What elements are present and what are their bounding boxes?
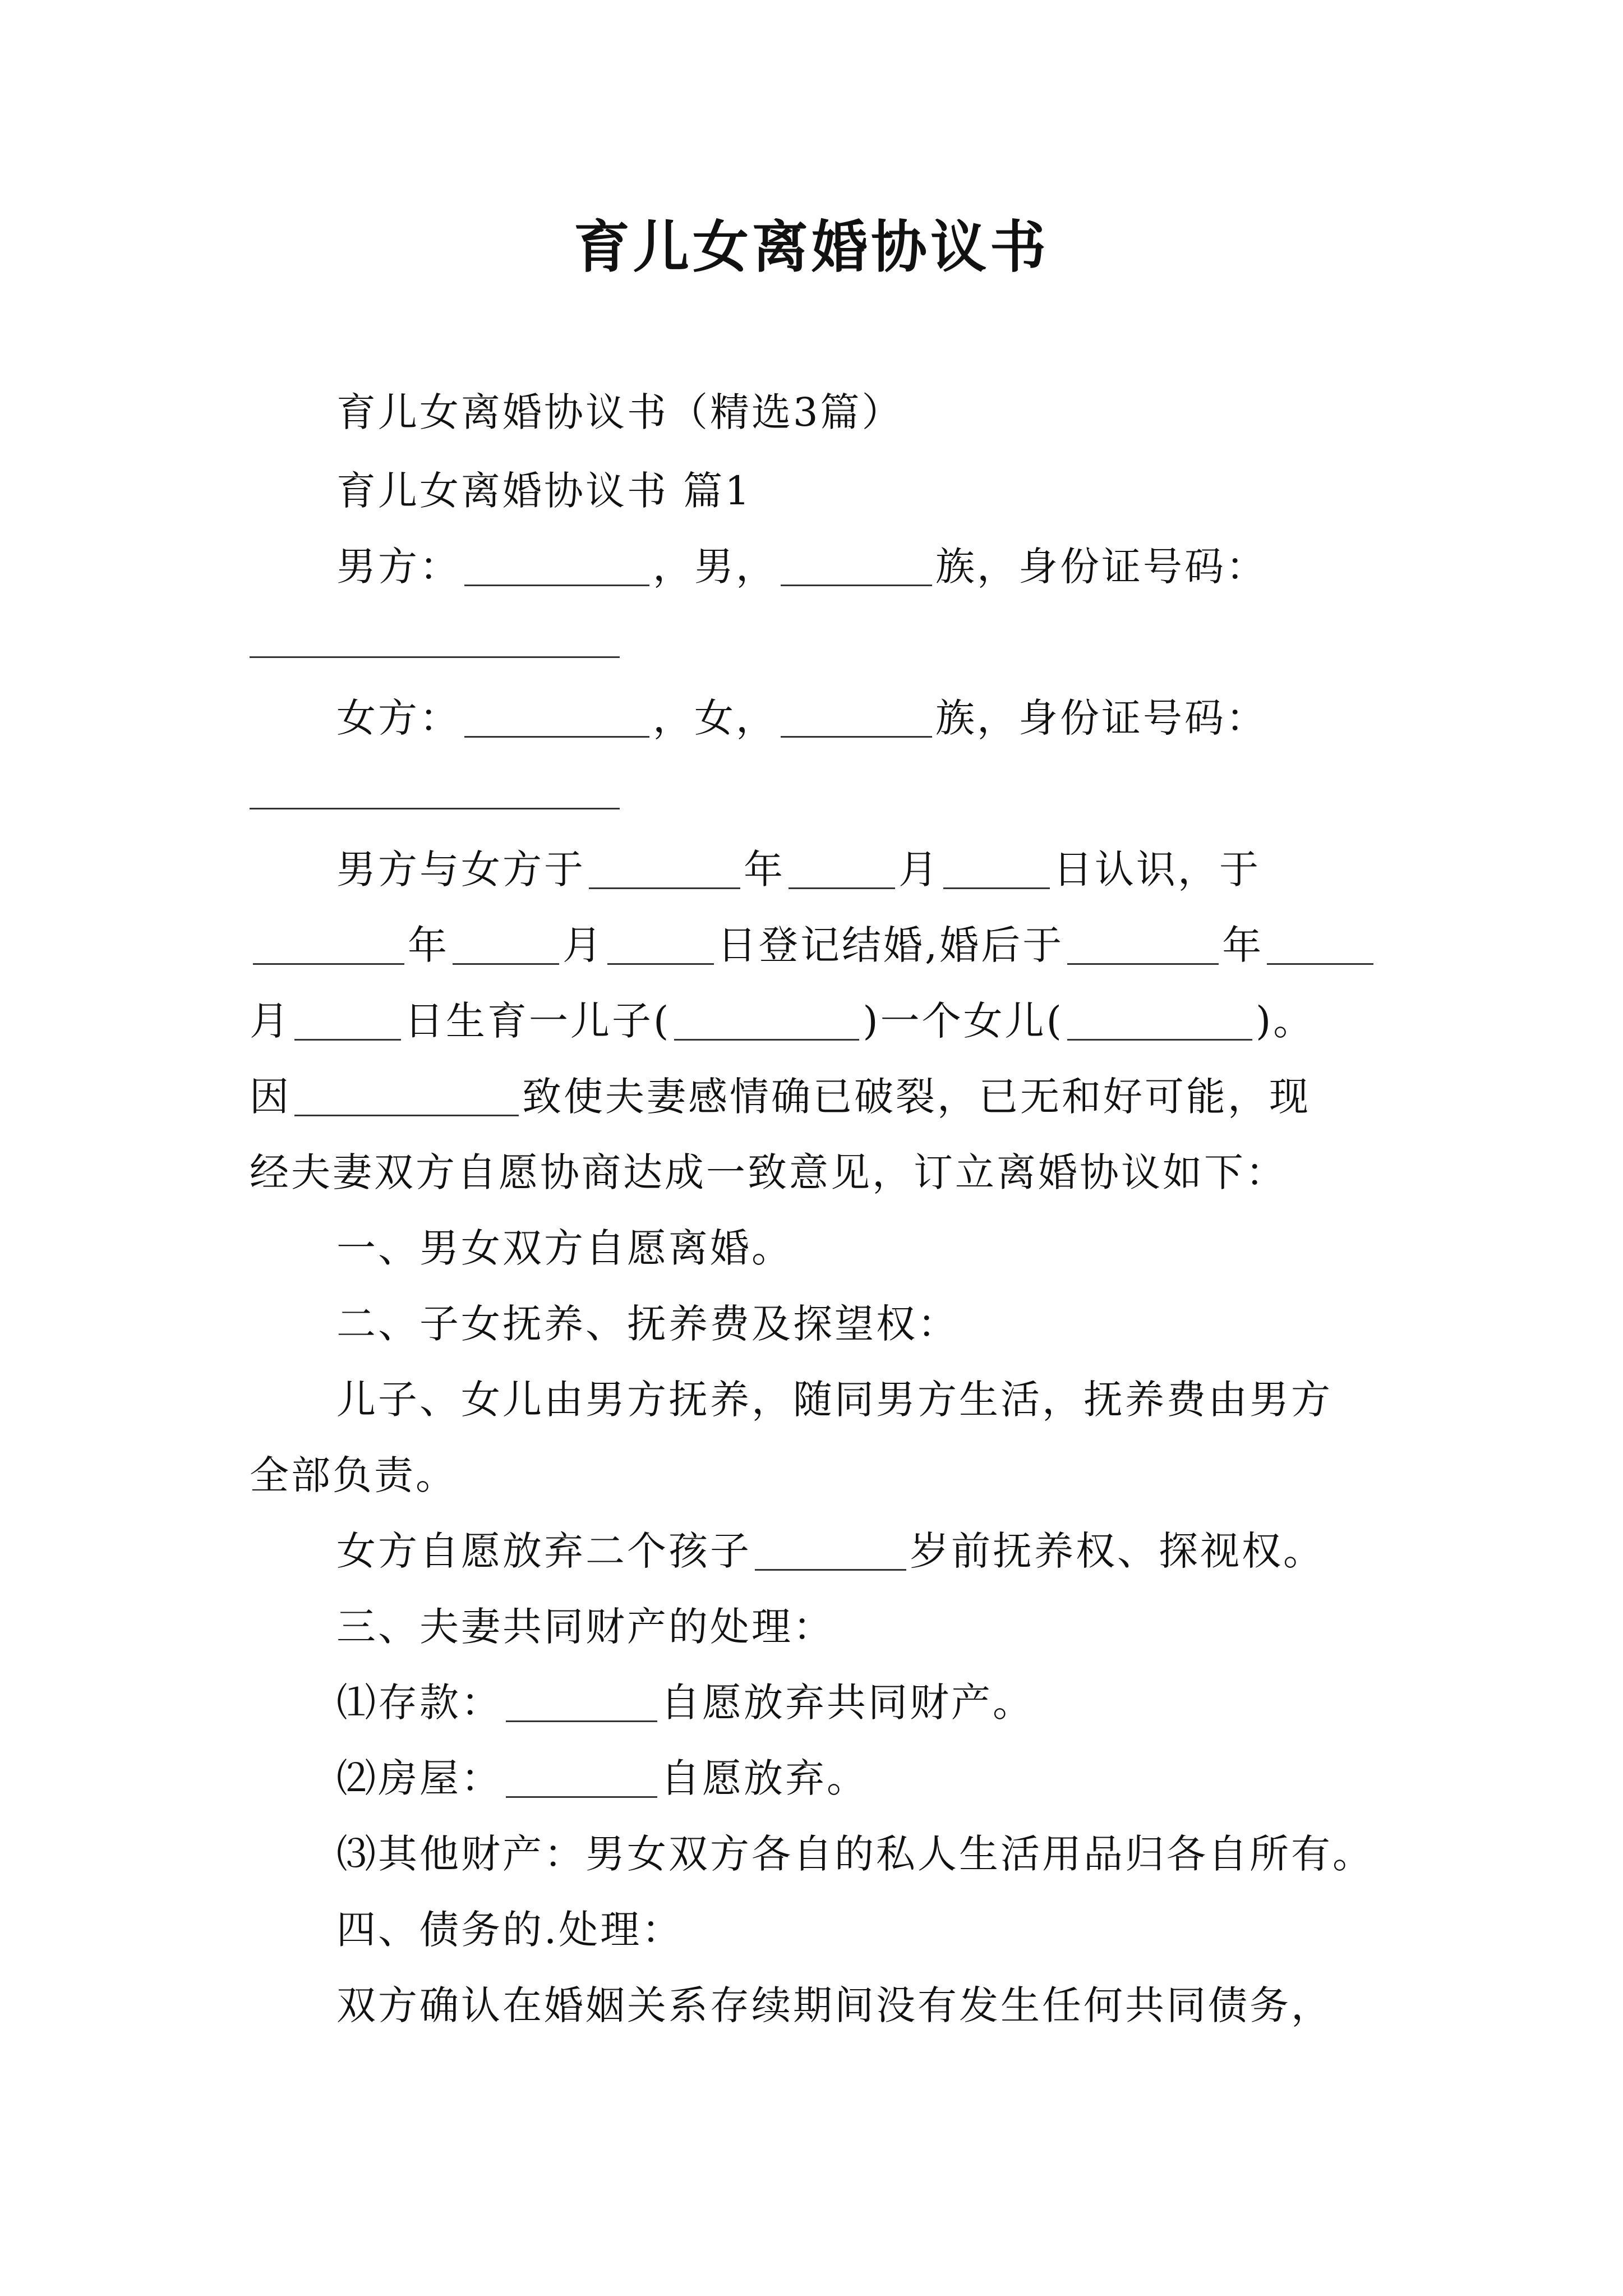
male-id-blank (250, 656, 620, 658)
section-heading: 育儿女离婚协议书 篇1 (336, 468, 752, 514)
subtitle: 育儿女离婚协议书（精选3篇） (336, 389, 903, 435)
female-ethnicity-blank (781, 699, 932, 738)
year-label: 年 (408, 922, 449, 968)
birth-day-blank (294, 1002, 401, 1041)
clause-3-3: ⑶其他财产：男女双方各自的私人生活用品归各自所有。 (336, 1831, 1374, 1877)
paragraph-meet-line-2 (250, 922, 1388, 968)
daughter-count-blank (1067, 1002, 1252, 1041)
savings-text: 自愿放弃共同财产。 (661, 1680, 1034, 1726)
clause-2-waive (336, 1528, 1475, 1574)
month-label: 月 (562, 922, 604, 968)
cause-blank (294, 1078, 519, 1116)
meet-text: 男方与女方于 (336, 846, 585, 892)
male-name-blank (464, 547, 649, 586)
cause-label: 因 (250, 1074, 291, 1120)
house-blank (506, 1759, 657, 1798)
clause-2-body-line-1: 儿子、女儿由男方抚养，随同男方生活，抚养费由男方 (336, 1377, 1332, 1423)
female-id-label: 族，身份证号码： (935, 695, 1267, 741)
birth-daughter-text: )一个女儿( (863, 998, 1064, 1044)
female-name-blank (464, 699, 649, 738)
male-id-label: 族，身份证号码： (935, 544, 1267, 590)
reg-day-text: 日登记结婚,婚后于 (717, 922, 1064, 968)
clause-1: 一、男女双方自愿离婚。 (336, 1225, 793, 1271)
female-id-blank (250, 808, 620, 809)
clause-3-1 (336, 1680, 1475, 1726)
male-line (336, 544, 1475, 590)
cause-text: 致使夫妻感情确已破裂，已无和好可能，现 (522, 1074, 1311, 1120)
meet-day-text: 日认识，于 (1053, 846, 1261, 892)
paragraph-cause-line-2: 经夫妻双方自愿协商达成一致意见，订立离婚协议如下： (250, 1149, 1287, 1195)
male-label: 男方： (336, 544, 461, 590)
meet-month-blank (789, 850, 895, 889)
reg-day-blank (607, 926, 714, 965)
paragraph-meet-line-3 (250, 998, 1388, 1044)
male-gender: ，男， (653, 544, 777, 590)
clause-2: 二、子女抚养、抚养费及探望权： (336, 1301, 959, 1347)
paragraph-meet-line-1 (336, 846, 1475, 892)
month-label: 月 (250, 998, 291, 1044)
female-line (336, 695, 1475, 741)
document-title: 育儿女离婚协议书 (574, 214, 1049, 280)
reg-month-blank (453, 926, 559, 965)
year-label: 年 (1222, 922, 1264, 968)
year-label: 年 (744, 846, 785, 892)
birth-year-blank (1067, 926, 1219, 965)
savings-label: ⑴存款： (336, 1680, 502, 1726)
reg-year-blank (253, 926, 404, 965)
birth-end-text: )。 (1255, 998, 1315, 1044)
female-gender: ，女， (653, 695, 777, 741)
house-label: ⑵房屋： (336, 1755, 502, 1801)
birth-month-blank-start (1267, 926, 1373, 965)
waive-text-a: 女方自愿放弃二个孩子 (336, 1528, 751, 1574)
paragraph-cause-line-1 (250, 1074, 1388, 1120)
savings-blank (506, 1683, 657, 1722)
meet-day-blank (943, 850, 1050, 889)
female-label: 女方： (336, 695, 461, 741)
meet-year-blank (589, 850, 740, 889)
waive-age-blank (755, 1532, 906, 1571)
male-ethnicity-blank (781, 547, 932, 586)
clause-3-2 (336, 1755, 1475, 1801)
month-label: 月 (898, 846, 940, 892)
clause-4: 四、债务的.处理： (336, 1907, 684, 1953)
clause-3: 三、夫妻共同财产的处理： (336, 1604, 834, 1650)
clause-4-body: 双方确认在婚姻关系存续期间没有发生任何共同债务， (336, 1982, 1332, 2028)
house-text: 自愿放弃。 (661, 1755, 868, 1801)
clause-2-body-line-2: 全部负责。 (250, 1452, 457, 1498)
waive-text-b: 岁前抚养权、探视权。 (910, 1528, 1325, 1574)
son-count-blank (674, 1002, 859, 1041)
birth-son-text: 日生育一儿子( (404, 998, 671, 1044)
